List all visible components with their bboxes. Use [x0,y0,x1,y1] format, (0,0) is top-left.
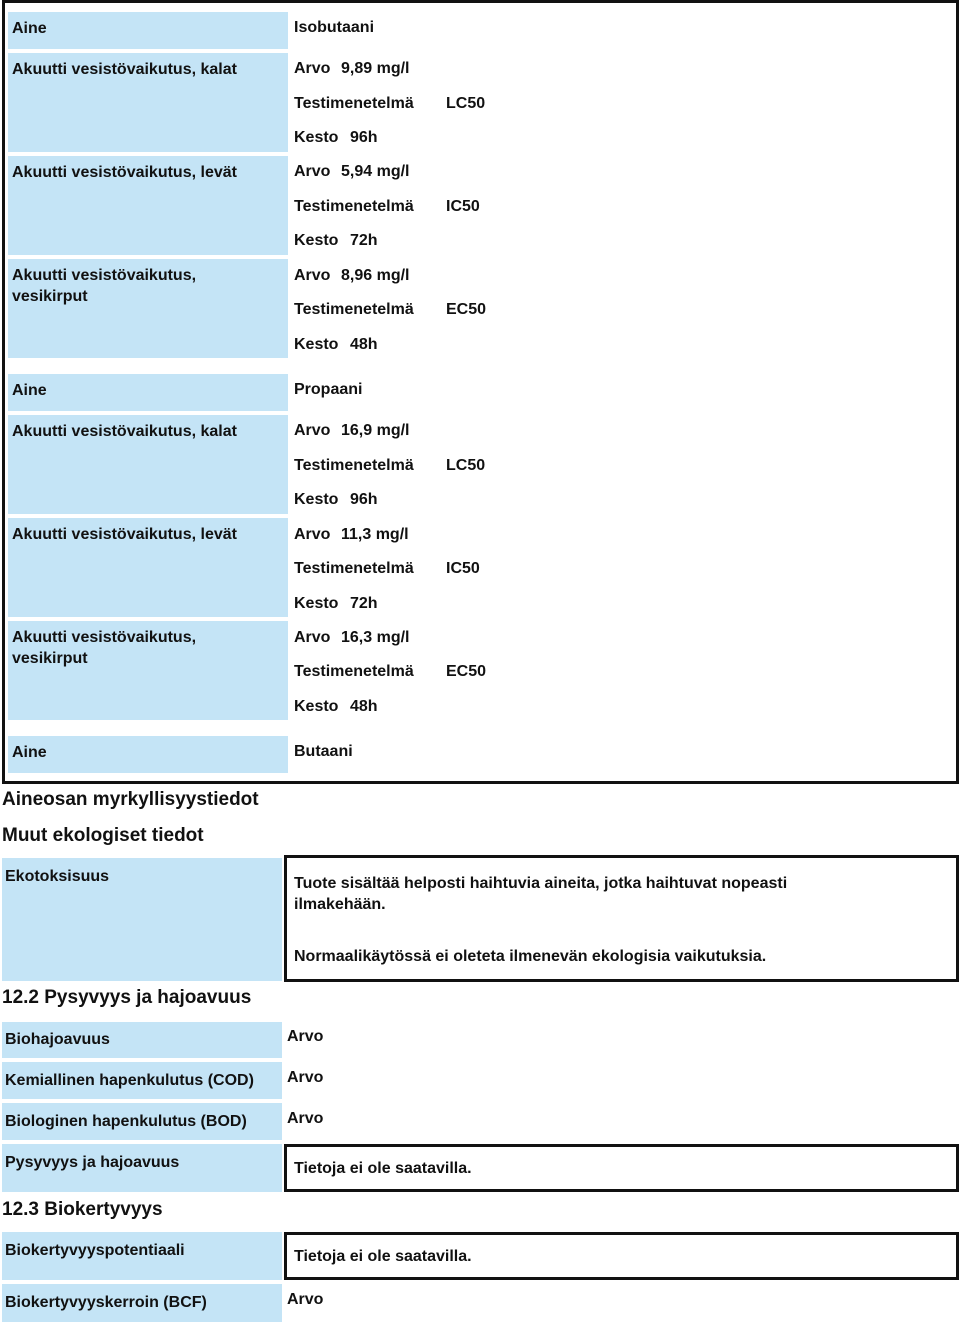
bcf-value: Arvo [287,1291,324,1308]
biohajoavuus-value: Arvo [287,1028,324,1045]
arvo-value: 16,3 mg/l [341,629,410,646]
arvo-value: 9,89 mg/l [341,60,410,77]
pysyvyys-label: Pysyvyys ja hajoavuus [2,1144,282,1192]
cod-value: Arvo [287,1069,324,1086]
tox-row-label: Akuutti vesistövaikutus, levät [8,518,288,617]
method-label: Testimenetelmä [294,198,414,215]
heading-biokertyvyys: 12.3 Biokertyvyys [2,1199,163,1220]
kesto-value: 48h [350,336,378,353]
ekotoksisuus-text-2: Normaalikäytössä ei oleteta ilmenevän ekologisia vaikutuksia. [294,948,767,965]
tox-row-label: Akuutti vesistövaikutus, vesikirput [8,259,268,358]
kesto-value: 72h [350,232,378,249]
bod-value: Arvo [287,1110,324,1127]
arvo-label: Arvo [294,629,331,646]
tox-row-label: Akuutti vesistövaikutus, levät [8,156,288,255]
arvo-label: Arvo [294,163,331,180]
heading-muut: Muut ekologiset tiedot [2,825,204,846]
method-label: Testimenetelmä [294,663,414,680]
method-value: LC50 [446,95,486,112]
tox-row-label: Akuutti vesistövaikutus, kalat [8,415,288,514]
kesto-label: Kesto [294,698,339,715]
biohajoavuus-label: Biohajoavuus [2,1022,282,1058]
kesto-label: Kesto [294,491,339,508]
arvo-label: Arvo [294,422,331,439]
arvo-value: 5,94 mg/l [341,163,410,180]
method-value: LC50 [446,457,486,474]
biokertyvyyspotentiaali-value: Tietoja ei ole saatavilla. [294,1248,472,1265]
kesto-value: 96h [350,491,378,508]
kesto-label: Kesto [294,129,339,146]
aine-label: Aine [8,374,288,411]
arvo-value: 11,3 mg/l [341,526,409,543]
arvo-label: Arvo [294,267,331,284]
tox-row-label: Akuutti vesistövaikutus, vesikirput [8,621,268,720]
tox-row-label: Akuutti vesistövaikutus, kalat [8,53,288,152]
kesto-label: Kesto [294,595,339,612]
arvo-value: 16,9 mg/l [341,422,410,439]
cod-label: Kemiallinen hapenkulutus (COD) [2,1062,282,1099]
method-label: Testimenetelmä [294,560,414,577]
arvo-value: 8,96 mg/l [341,267,410,284]
arvo-label: Arvo [294,526,331,543]
tox-row-label-bg [268,259,288,358]
method-label: Testimenetelmä [294,457,414,474]
method-value: EC50 [446,663,487,680]
kesto-value: 72h [350,595,378,612]
bod-label: Biologinen hapenkulutus (BOD) [2,1103,282,1140]
bcf-label: Biokertyvyyskerroin (BCF) [2,1284,282,1322]
substance-name: Butaani [294,743,353,760]
ekotoksisuus-label: Ekotoksisuus [2,858,282,981]
aine-label: Aine [8,736,288,773]
method-value: IC50 [446,560,480,577]
kesto-value: 96h [350,129,378,146]
biokertyvyyspotentiaali-label: Biokertyvyyspotentiaali [2,1232,282,1280]
substance-name: Propaani [294,381,363,398]
method-label: Testimenetelmä [294,95,414,112]
tox-row-label-bg [268,621,288,720]
kesto-value: 48h [350,698,378,715]
method-label: Testimenetelmä [294,301,414,318]
method-value: EC50 [446,301,487,318]
kesto-label: Kesto [294,232,339,249]
substance-name: Isobutaani [294,19,375,36]
arvo-label: Arvo [294,60,331,77]
heading-aineosan: Aineosan myrkyllisyystiedot [2,789,259,810]
method-value: IC50 [446,198,480,215]
ekotoksisuus-text-1: Tuote sisältää helposti haihtuvia aineita, jotka haihtuvat nopeasti ilmakehään. [294,875,788,913]
kesto-label: Kesto [294,336,339,353]
pysyvyys-value: Tietoja ei ole saatavilla. [294,1160,472,1177]
heading-pysyvyys: 12.2 Pysyvyys ja hajoavuus [2,987,252,1008]
aine-label: Aine [8,12,288,49]
